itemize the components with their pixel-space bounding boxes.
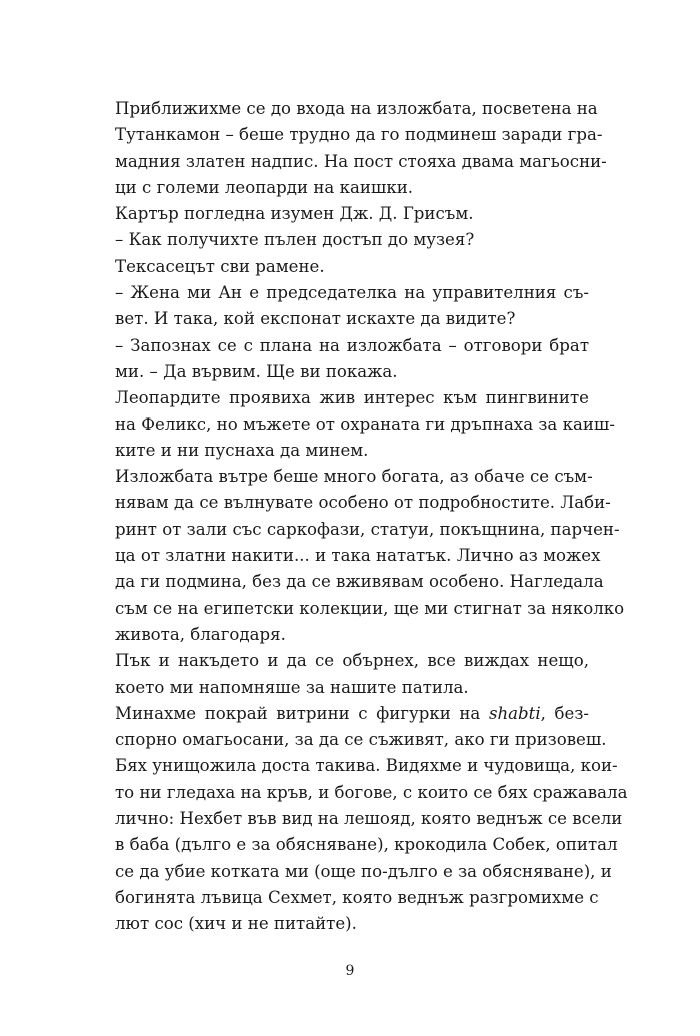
text-run: Минахме покрай витрини с фигурки на: [115, 703, 489, 723]
paragraph-7: [115, 385, 615, 464]
text-line: мадния златен надпис. На пост стояха двама магьосни-: [115, 151, 607, 171]
paragraph-1: [115, 96, 607, 201]
text-line: нявам да се вълнувате особено от подробностите. Лаби-: [115, 493, 611, 513]
text-line: Леопардите проявиха жив интерес към пингвините: [115, 388, 589, 408]
body-text: [115, 96, 628, 938]
text-line: – Жена ми Ан е председателка на управителния съ-: [115, 283, 589, 303]
paragraph-8: [115, 464, 625, 648]
text-line: лично: Нехбет във вид на лешояд, която веднъж се всели: [115, 809, 623, 829]
text-line: ките и ни пуснаха да минем.: [115, 440, 369, 460]
text-line-with-italic: [115, 701, 589, 727]
text-line: Изложбата вътре беше много богата, аз обаче се съм-: [115, 467, 593, 487]
text-line: да ги подмина, без да се вживявам особено. Нагледала: [115, 572, 604, 592]
paragraph-6: [115, 333, 589, 386]
text-line: Приближихме се до входа на изложбата, посветена на: [115, 99, 598, 118]
page-number: 9: [345, 963, 355, 979]
text-line: Тутанкамон – беше трудно да го подминеш заради гра-: [115, 125, 603, 145]
text-line: – Запознах се с плана на изложбата – отговори брат: [115, 335, 589, 355]
text-line: лют сос (хич и не питайте).: [115, 914, 357, 934]
text-line: богинята лъвица Сехмет, която веднъж разгромихме с: [115, 887, 599, 907]
text-line: то ни гледаха на кръв, и богове, с които се бях сражавала: [115, 782, 628, 802]
text-line: спорно омагьосани, за да се съживят, ако ги призовеш.: [115, 730, 607, 750]
text-line: Картър погледна изумен Дж. Д. Грисъм.: [115, 204, 474, 224]
text-line: Бях унищожила доста такива. Видяхме и чудовища, кои-: [115, 756, 618, 776]
text-line: ца от златни накити... и така нататък. Лично аз можех: [115, 546, 601, 566]
paragraph-4: [115, 254, 589, 280]
text-line: ринт от зали със саркофази, статуи, покъщнина, парчен-: [115, 519, 620, 539]
text-line: – Как получихте пълен достъп до музея?: [115, 230, 475, 250]
text-line: съм се на египетски колекции, ще ми стигнат за няколко: [115, 598, 625, 618]
text-line: Пък и накъдето и да се обърнех, все виждах нещо,: [115, 651, 589, 671]
paragraph-10: [115, 701, 628, 938]
text-line: се да убие котката ми (още по-дълго е за обясняване), и: [115, 861, 612, 881]
paragraph-9: [115, 648, 589, 701]
text-run: , без-: [540, 703, 589, 723]
text-line: на Феликс, но мъжете от охраната ги дръпнаха за каиш-: [115, 414, 615, 434]
text-line: Тексасецът сви рамене.: [115, 256, 325, 276]
paragraph-3: [115, 227, 589, 253]
italic-word: shabti: [488, 703, 541, 723]
text-line: което ми напомняше за нашите патила.: [115, 677, 469, 697]
text-line: живота, благодаря.: [115, 624, 286, 644]
text-line: ци с големи леопарди на каишки.: [115, 177, 414, 197]
text-line: ми. – Да вървим. Ще ви покажа.: [115, 361, 398, 381]
text-line: вет. И така, кой експонат искахте да видите?: [115, 309, 516, 329]
paragraph-5: [115, 280, 589, 333]
paragraph-2: [115, 201, 589, 227]
text-line: в баба (дълго е за обясняване), крокодила Собек, опитал: [115, 835, 618, 855]
